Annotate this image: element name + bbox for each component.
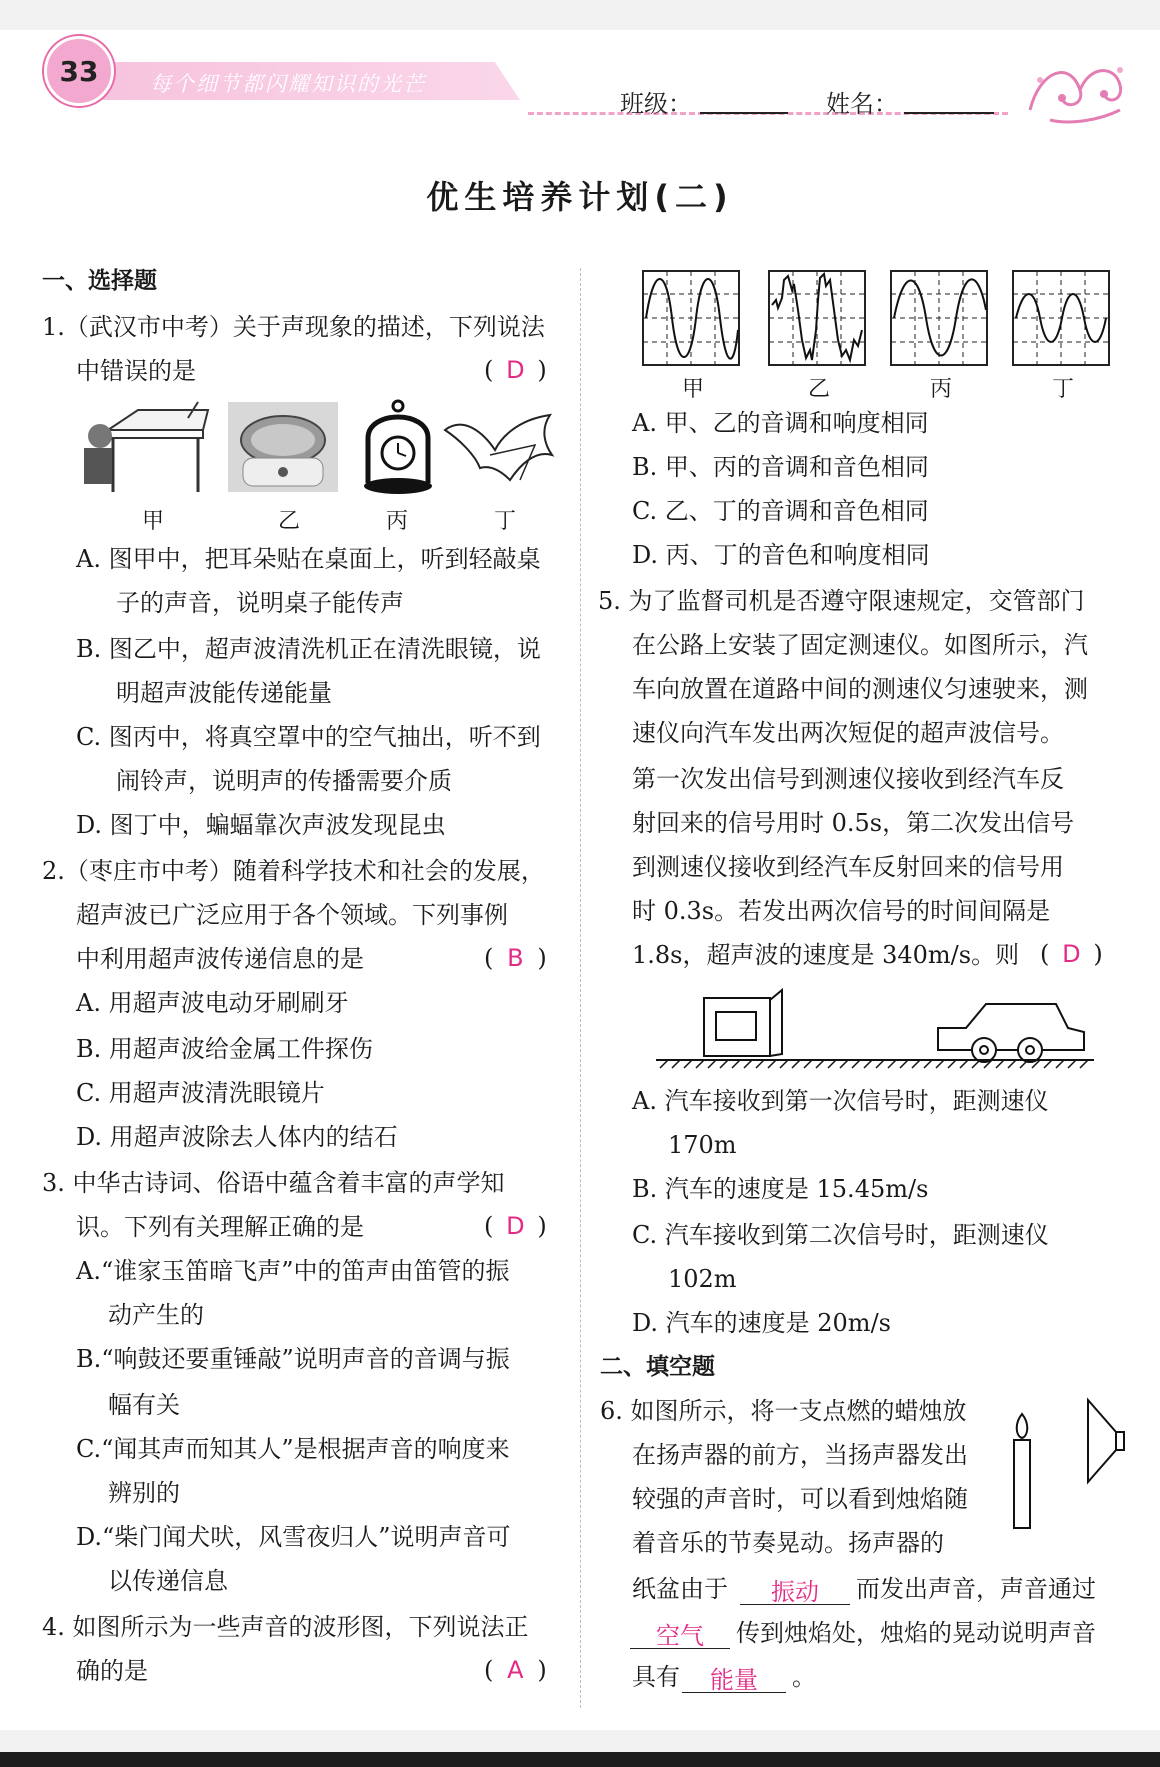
q6-line2: 在扬声器的前方，当扬声器发出 [632, 1441, 968, 1469]
q6-blank3[interactable]: 能量 [682, 1660, 786, 1693]
q5-answer-bracket: ( D ) [1040, 940, 1103, 968]
q1-option-c-line1[interactable]: C. 图丙中，将真空罩中的空气抽出，听不到 [76, 723, 541, 751]
q1-figure-jia-desk-listening [78, 400, 208, 500]
q4-option-c[interactable]: C. 乙、丁的音调和音色相同 [632, 497, 929, 525]
q5-option-c-line1[interactable]: C. 汽车接收到第二次信号时，距测速仪 [632, 1221, 1049, 1249]
q4-waveform-ding [1012, 270, 1110, 366]
q1-option-d[interactable]: D. 图丁中，蝙蝠靠次声波发现昆虫 [76, 811, 446, 839]
q2-stem-line3: 中利用超声波传递信息的是 [76, 945, 364, 973]
q2-answer-bracket: ( B ) [484, 944, 547, 972]
q4-option-b[interactable]: B. 甲、丙的音调和音色相同 [632, 453, 929, 481]
q5-line1: 5. 为了监督司机是否遵守限速规定，交管部门 [598, 587, 1085, 615]
q5-line7: 到测速仪接收到经汽车反射回来的信号用 [632, 853, 1064, 881]
bottom-bar [0, 1752, 1160, 1767]
q1-option-a-line1[interactable]: A. 图甲中，把耳朵贴在桌面上，听到轻敲桌 [76, 545, 541, 573]
q5-option-b[interactable]: B. 汽车的速度是 15.45m/s [632, 1175, 929, 1203]
q4-caption-bing: 丙 [930, 377, 953, 402]
q1-stem-line2: 中错误的是 [76, 357, 196, 385]
q4-stem-line2: 确的是 [76, 1657, 148, 1685]
q6-blank1[interactable]: 振动 [740, 1572, 850, 1605]
q6-line4: 着音乐的节奏晃动。扬声器的 [632, 1529, 944, 1557]
q1-caption-jia: 甲 [142, 509, 165, 534]
q3-option-a-line1[interactable]: A.“谁家玉笛暗飞声”中的笛声由笛管的振 [76, 1257, 510, 1285]
q4-answer: A [507, 1656, 524, 1684]
q1-stem-line1: 1.（武汉市中考）关于声现象的描述，下列说法 [42, 313, 545, 341]
q1-option-b-line1[interactable]: B. 图乙中，超声波清洗机正在清洗眼镜，说 [76, 635, 541, 663]
q5-option-a-line2: 170m [668, 1131, 737, 1159]
q5-line4: 速仪向汽车发出两次短促的超声波信号。 [632, 719, 1064, 747]
q4-caption-ding: 丁 [1052, 377, 1075, 402]
q3-answer-bracket: ( D ) [484, 1212, 547, 1240]
q5-option-d[interactable]: D. 汽车的速度是 20m/s [632, 1309, 891, 1337]
q1-figure-bing-bell-jar [358, 398, 438, 498]
q5-line2: 在公路上安装了固定测速仪。如图所示，汽 [632, 631, 1088, 659]
name-label: 姓名： [826, 90, 898, 118]
q1-answer-bracket: ( D ) [484, 356, 547, 384]
q1-answer: D [506, 356, 525, 384]
q6-line6-suffix: 传到烛焰处，烛焰的晃动说明声音 [736, 1619, 1096, 1647]
q2-answer: B [507, 944, 524, 972]
q5-answer: D [1062, 940, 1081, 968]
motto-text: 每个细节都闪耀知识的光芒 [150, 72, 426, 96]
q2-option-c[interactable]: C. 用超声波清洗眼镜片 [76, 1079, 325, 1107]
q6-line5-suffix: 而发出声音，声音通过 [856, 1575, 1096, 1603]
q5-line8: 时 0.3s。若发出两次信号的时间间隔是 [632, 897, 1051, 925]
q5-line5: 第一次发出信号到测速仪接收到经汽车反 [632, 765, 1064, 793]
q6-line5-prefix: 纸盆由于 [632, 1575, 728, 1603]
q6-line1: 6. 如图所示，将一支点燃的蜡烛放 [600, 1397, 967, 1425]
q6-line3: 较强的声音时，可以看到烛焰随 [632, 1485, 968, 1513]
q2-stem-line2: 超声波已广泛应用于各个领域。下列事例 [76, 901, 508, 929]
q1-option-c-line2: 闹铃声，说明声的传播需要介质 [116, 767, 452, 795]
q4-caption-yi: 乙 [808, 377, 831, 402]
q2-option-b[interactable]: B. 用超声波给金属工件探伤 [76, 1035, 373, 1063]
name-blank[interactable] [904, 112, 994, 114]
q4-option-a[interactable]: A. 甲、乙的音调和响度相同 [632, 409, 929, 437]
page-number-badge: 33 [44, 36, 114, 106]
q3-answer: D [506, 1212, 525, 1240]
q3-option-b-line1[interactable]: B.“响鼓还要重锤敲”说明声音的音调与振 [76, 1345, 510, 1373]
q5-option-c-line2: 102m [668, 1265, 737, 1293]
q6-blank2[interactable]: 空气 [630, 1616, 730, 1649]
q3-option-d-line1[interactable]: D.“柴门闻犬吠，风雪夜归人”说明声音可 [76, 1523, 511, 1551]
column-divider [580, 268, 581, 1708]
q1-caption-bing: 丙 [386, 509, 409, 534]
q3-option-b-line2: 幅有关 [108, 1391, 180, 1419]
q3-option-d-line2: 以传递信息 [108, 1567, 228, 1595]
q6-line7-suffix: 。 [792, 1663, 816, 1691]
q5-line3: 车向放置在道路中间的测速仪匀速驶来，测 [632, 675, 1088, 703]
section-fill-title: 二、填空题 [600, 1354, 715, 1380]
q1-caption-yi: 乙 [278, 509, 301, 534]
q2-stem-line1: 2.（枣庄市中考）随着科学技术和社会的发展， [42, 857, 545, 885]
q1-figure-yi-ultrasonic-cleaner [228, 402, 338, 492]
q2-option-d[interactable]: D. 用超声波除去人体内的结石 [76, 1123, 398, 1151]
q4-waveform-jia [642, 270, 740, 366]
q5-figure-speed-radar-car [656, 988, 1096, 1070]
q3-stem-line1: 3. 中华古诗词、俗语中蕴含着丰富的声学知 [42, 1169, 505, 1197]
q1-figure-ding-bat [440, 410, 560, 490]
q1-caption-ding: 丁 [494, 509, 517, 534]
q4-stem-line1: 4. 如图所示为一些声音的波形图，下列说法正 [42, 1613, 529, 1641]
q2-option-a[interactable]: A. 用超声波电动牙刷刷牙 [76, 989, 349, 1017]
q5-option-a-line1[interactable]: A. 汽车接收到第一次信号时，距测速仪 [632, 1087, 1049, 1115]
q5-line6: 射回来的信号用时 0.5s，第二次发出信号 [632, 809, 1075, 837]
q5-line9: 1.8s，超声波的速度是 340m/s。则 [632, 941, 1020, 969]
q4-answer-bracket: ( A ) [484, 1656, 547, 1684]
q3-option-a-line2: 动产生的 [108, 1301, 204, 1329]
section-choice-title: 一、选择题 [42, 268, 157, 294]
q6-line7-prefix: 具有 [632, 1663, 680, 1691]
q3-option-c-line2: 辨别的 [108, 1479, 180, 1507]
q4-option-d[interactable]: D. 丙、丁的音色和响度相同 [632, 541, 930, 569]
q1-option-b-line2: 明超声波能传递能量 [116, 679, 332, 707]
flower-ornament-icon [1020, 50, 1130, 130]
q3-stem-line2: 识。下列有关理解正确的是 [76, 1213, 364, 1241]
q4-waveform-bing [890, 270, 988, 366]
class-blank[interactable] [700, 112, 788, 114]
q4-waveform-yi [768, 270, 866, 366]
q3-option-c-line1[interactable]: C.“闻其声而知其人”是根据声音的响度来 [76, 1435, 510, 1463]
class-label: 班级： [620, 90, 692, 118]
q6-figure-candle-speaker [1004, 1396, 1124, 1532]
q4-caption-jia: 甲 [682, 377, 705, 402]
page-title: 优生培养计划(二) [426, 178, 734, 216]
q1-option-a-line2: 子的声音，说明桌子能传声 [116, 589, 404, 617]
